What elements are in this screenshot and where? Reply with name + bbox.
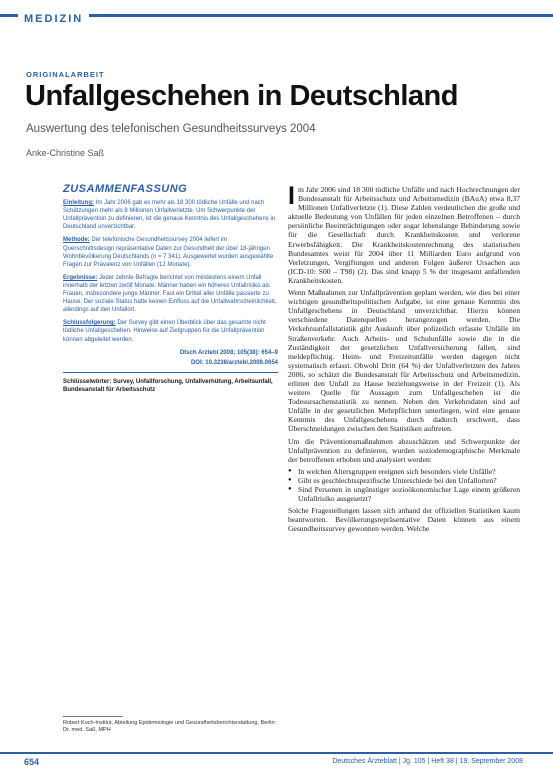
abstract-paragraph (63, 319, 278, 343)
body-paragraph: Um die Präventionsmaßnahmen abzuschätzen und Schwerpunkte der Unfallprävention zu definieren, wurden soziodemographische Merkmale der betroffenen erhoben und analysiert werden: (288, 436, 520, 464)
abstract-text: Jeder zehnte Befragte berichtet von mindestens einem Unfall innerhalb der letzten zwölf Monate. Männer haben ein höheres Unfallrisiko als Frauen, insbesondere junge Männer. Fast ein Drittel aller Unfälle passierte zu Hause. Der soziale Status hatte keinen Einfluss auf die Unfallwahrscheinlichkeit, allerdings auf den Unfallort. (63, 274, 277, 314)
article-title: Unfallgeschehen in Deutschland (25, 80, 458, 112)
footnote-rule (63, 716, 123, 717)
article-subtitle: Auswertung des telefonischen Gesundheitssurveys 2004 (26, 123, 316, 135)
abstract-text: Der Survey gibt einen Überblick über das gesamte nicht tödliche Unfallgeschehen. Hinweise auf Zielgruppen für die Unfallprävention können abgeleitet werden. (63, 320, 266, 343)
doi-link[interactable]: DOI: 10.3238/arztebl.2008.0654 (190, 359, 278, 366)
list-item: ● In welchen Altersgruppen ereignen sich besonders viele Unfälle? (288, 467, 520, 476)
footer-rule (0, 752, 553, 754)
abstract-heading: ZUSAMMENFASSUNG (63, 183, 188, 195)
keywords (63, 378, 278, 394)
citation-line: Dtsch Arztebl 2008; 105(38): 654–9 (179, 349, 278, 356)
body-paragraph: Wenn Maßnahmen zur Unfallprävention geplant werden, wie dies bei einer wichtigen gesundheitspolitischen Aufgabe, ist eine genaue Kenntnis des Unfallgeschehens in Deutschland unverzichtbar. Hierzu können verschiedene Datenquellen herangezogen werden. Die Verkehrsunfallstatistik gibt Auskunft über polizeilich erfasste Unfälle im Straßenverkehr. Auch Arbeits- und Schulunfälle sowie die in die Zuständigkeit der gesetzlichen Unfallversicherung fallen, sind meldepflichtig. Heim- und Freizeitunfälle werden dagegen nicht systematisch erfasst. Obwohl Dritt (64 %) der Unfallverletzten des Jahres 2006, so schätzt die Bundesanstalt für Arbeitsschutz und Arbeitsmedizin, erlitten den Unfall zu Hause beziehungsweise in der Freizeit (1). Als weitere Quelle für Aussagen zum Unfallgeschehen ist die Todesursachenstatistik zu nennen. Neben den Verkehrsdaten sind auf Unfälle in der gesetzlichen Mehrpflichten unterliegen, wird eine genaue Kenntnis des Unfallgeschehens durch dadurch erschwert, dass Überschneidungen zwischen den Statistiken auftreten. (288, 288, 520, 434)
drop-cap: I (288, 185, 295, 210)
body-paragraph (288, 185, 520, 285)
abstract-label: Schlussfolgerung: (63, 320, 116, 327)
question-list (288, 467, 520, 503)
abstract-label: Methode: (63, 237, 90, 244)
abstract-paragraph (63, 199, 278, 231)
keywords-label: Schlüsselwörter: (63, 378, 112, 385)
abstract-paragraph (63, 274, 278, 314)
abstract-text: Der telefonische Gesundheitssurvey 2004 liefert im Querschnittsdesign repräsentative Daten zur Gesundheit der über 18-jährigen Wohnbevölkerung Deutschlands (n = 7 341). Ausgewertet wurden ausgewählte Fragen zur Prävalenz von Unfällen (12 Monate). (63, 237, 274, 268)
list-item: ● Gibt es geschlechtsspezifische Unterschiede bei den Unfallorten? (288, 476, 520, 485)
abstract-label: Einleitung: (63, 200, 94, 207)
section-label: MEDIZIN (18, 13, 89, 25)
abstract-text: Im Jahr 2006 gab es mehr als 18 300 tödliche Unfälle und nach Schätzungen mehr als 8 Millionen Unfallverletzte. Um Schwerpunkte der Unfallprävention zu definieren, ist die genaue Kenntnis des Unfallgeschehens in Deutschland unverzichtbar. (63, 200, 276, 231)
page-number: 654 (24, 757, 40, 767)
body-column (288, 185, 520, 739)
list-item: ● Sind Personen in ungünstiger sozioökonomischer Lage einem größeren Unfallrisiko ausgesetzt? (288, 485, 520, 503)
keywords-text: Survey, Unfallforschung, Unfallverhütung, Arbeitsunfall, Bundesanstalt für Arbeitsschutz (63, 378, 273, 393)
footnote: Robert Koch-Institut, Abteilung Epidemiologie und Gesundheitsberichterstattung, Berlin: Dr. med. Saß, MPH (63, 720, 277, 733)
article-kicker: ORIGINALARBEIT (26, 70, 105, 79)
abstract-divider (63, 372, 278, 373)
abstract-box (63, 185, 278, 465)
journal-info: Deutsches Ärzteblatt | Jg. 105 | Heft 38 | 19. September 2008 (332, 758, 523, 765)
body-text: m Jahr 2006 sind 18 300 tödliche Unfälle und nach Hochrechnungen der Bundesanstalt für Arbeitsschutz und Arbeitsmedizin (BAuA) etwa 8,37 Millionen Unfallverletzte (1). Diese Zahlen verdeutlichen die große und aktuelle Bedeutung von Unfällen für jeden einzelnen Betroffenen – durch persönliche Beeinträchtigungen oder sogar lebenslange Behinderung sowie für die Gesellschaft durch Krankheitskosten und verlorene Erwerbsfähigkeit. Die Krankheitskostenrechnung des statistischen Bundesamtes weist für 2004 über 11 Milliarden Euro aufgrund von Verletzungen, Vergiftungen und anderen Folgen äußerer Ursachen aus (ICD-10: S00 – T98) (2). Das sind knapp 5 % der insgesamt anfallenden Krankheitskosten. (288, 185, 520, 285)
body-paragraph: Solche Fragestellungen lassen sich anhand der offiziellen Statistiken kaum beantworten. Bevölkerungsrepräsentative Daten können aus einem Gesundheitssurvey gewonnen werden. Welche (288, 506, 520, 534)
abstract-paragraph (63, 236, 278, 268)
article-author: Anke-Christine Saß (26, 148, 105, 158)
abstract-label: Ergebnisse: (63, 274, 98, 281)
